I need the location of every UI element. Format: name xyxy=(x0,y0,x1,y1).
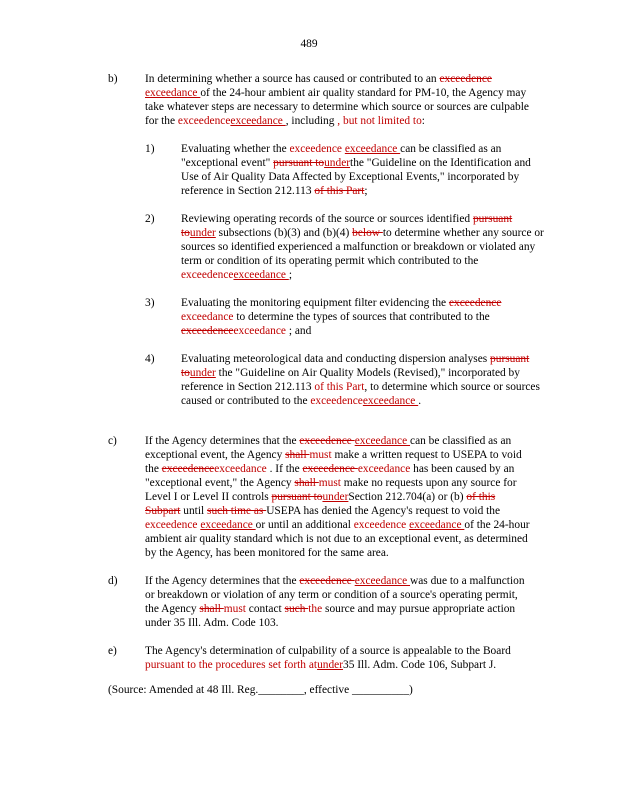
deleted-text: shall xyxy=(199,603,224,615)
deleted-text: exceedence xyxy=(181,325,234,337)
text-run: until xyxy=(180,505,208,517)
text-run: . xyxy=(418,395,422,407)
text-run: of the 24-hour ambient air quality standard which is not due to an exceptional event, as determined by the Agency, has been monitored for the same area. xyxy=(145,519,530,559)
inserted-text: exceedance xyxy=(145,87,201,99)
inserted-text: exceedence xyxy=(145,519,201,531)
paragraph-b xyxy=(108,72,533,128)
page-number: 489 xyxy=(300,38,318,50)
paragraph-text xyxy=(145,574,533,630)
inserted-text: exceedence xyxy=(177,115,231,127)
deleted-text: exceedence xyxy=(299,575,355,587)
deleted-text: pursuant to xyxy=(273,157,325,169)
text-run: can be classified as an "exceptional event" xyxy=(181,143,502,169)
paragraph-label: c) xyxy=(108,435,117,447)
subparagraph-text xyxy=(181,352,545,408)
source-note: (Source: Amended at 48 Ill. Reg.________, effective __________) xyxy=(108,684,413,696)
paragraph-text xyxy=(145,644,533,672)
inserted-text: under xyxy=(322,491,349,503)
inserted-text: under xyxy=(317,659,344,671)
paragraph-text xyxy=(145,434,533,560)
deleted-text: of this Part xyxy=(314,185,365,197)
text-run: to determine the types of sources that contributed to the xyxy=(236,311,490,323)
inserted-text: must xyxy=(309,449,332,461)
inserted-text: must xyxy=(318,477,341,489)
inserted-text: exceedence xyxy=(181,269,234,281)
inserted-text: exceedance xyxy=(362,395,419,407)
inserted-text: exceedance xyxy=(344,143,401,155)
deleted-text: such time as xyxy=(207,505,267,517)
deleted-text: exceedence xyxy=(439,73,492,85)
text-run: : xyxy=(421,115,425,127)
text-run: , to determine which source or sources caused or contributed to the xyxy=(181,381,540,407)
text-run: Evaluating meteorological data and conducting dispersion analyses xyxy=(181,353,491,365)
text-run: The Agency's determination of culpability of a source is appealable to the Board xyxy=(145,645,511,657)
subparagraph-label: 3) xyxy=(145,297,155,309)
deleted-text: exceedence xyxy=(302,463,358,475)
text-run: the "Guideline on Air Quality Models (Revised)," incorporated by reference in Section 212.113 xyxy=(181,367,520,393)
subparagraph-b4 xyxy=(145,352,545,408)
text-run: 35 Ill. Adm. Code 106, Subpart J. xyxy=(343,659,497,671)
text-run: can be classified as an exceptional event, the Agency xyxy=(145,435,512,461)
inserted-text: exceedance xyxy=(357,463,414,475)
subparagraph-b2 xyxy=(145,212,545,282)
text-run: subsections (b)(3) and (b)(4) xyxy=(215,227,353,239)
subparagraph-text xyxy=(181,212,545,282)
subparagraph-label: 4) xyxy=(145,353,155,365)
text-run: In determining whether a source has caused or contributed to an xyxy=(145,73,440,85)
text-run: was due to a malfunction or breakdown or violation of any term or condition of a source's operating permit, the Agency xyxy=(145,575,525,615)
text-run: to determine whether any source or sources so identified experienced a malfunction or breakdown or violated any term or condition of its operating permit which contributed to the xyxy=(181,227,544,267)
deleted-text: of this Subpart xyxy=(145,491,496,517)
inserted-text: under xyxy=(324,157,351,169)
paragraph-d xyxy=(108,574,533,630)
subparagraph-text xyxy=(181,142,545,198)
inserted-text: exceedance xyxy=(233,325,289,337)
paragraph-e xyxy=(108,644,533,672)
inserted-text: exceedance xyxy=(230,115,286,127)
deleted-text: shall xyxy=(285,449,310,461)
inserted-text: exceedance xyxy=(354,575,411,587)
inserted-text: the xyxy=(308,603,323,615)
paragraph-text xyxy=(145,72,533,128)
inserted-text: exceedance xyxy=(409,519,465,531)
text-run: If the Agency determines that the xyxy=(145,435,300,447)
inserted-text: pursuant to the procedures set forth at xyxy=(145,659,318,671)
deleted-text: pursuant to xyxy=(181,353,530,379)
subparagraph-text xyxy=(181,296,545,338)
inserted-text: of this Part xyxy=(314,381,365,393)
inserted-text: must xyxy=(223,603,246,615)
inserted-text: exceedance xyxy=(200,519,256,531)
text-run: Section 212.704(a) or (b) xyxy=(348,491,467,503)
text-run: If the Agency determines that the xyxy=(145,575,300,587)
paragraph-label: e) xyxy=(108,645,117,657)
deleted-text: such xyxy=(284,603,309,615)
text-run: Reviewing operating records of the source or sources identified xyxy=(181,213,473,225)
inserted-text: exceedence xyxy=(310,395,363,407)
text-run: ; xyxy=(364,185,368,197)
deleted-text: pursuant to xyxy=(271,491,323,503)
text-run: Evaluating the monitoring equipment filter evidencing the xyxy=(181,297,449,309)
deleted-text: shall xyxy=(294,477,319,489)
subparagraph-label: 2) xyxy=(145,213,155,225)
text-run: source and may pursue appropriate action under 35 Ill. Adm. Code 103. xyxy=(145,603,516,629)
subparagraph-b1 xyxy=(145,142,545,198)
inserted-text: exceedance xyxy=(233,269,289,281)
text-run: has been caused by an "exceptional event," the Agency xyxy=(145,463,515,489)
text-run: contact xyxy=(245,603,285,615)
inserted-text: under xyxy=(189,227,216,239)
text-run: ; xyxy=(288,269,292,281)
inserted-text: , but not limited to xyxy=(337,115,422,127)
paragraph-label: b) xyxy=(108,73,118,85)
deleted-text: pursuant to xyxy=(181,213,513,239)
deleted-text: exceedence xyxy=(299,435,355,447)
inserted-text: under xyxy=(189,367,216,379)
subparagraph-b3 xyxy=(145,296,545,338)
inserted-text: exceedance xyxy=(354,435,411,447)
deleted-text: exceedence xyxy=(161,463,215,475)
text-run: or until an additional xyxy=(255,519,354,531)
text-run: Evaluating whether the xyxy=(181,143,290,155)
text-run: the "Guideline on the Identification and Use of Air Quality Data Affected by Exceptional Events," incorporated by reference in Section 212.113 xyxy=(181,157,531,197)
inserted-text: exceedance xyxy=(214,463,270,475)
text-run: . If the xyxy=(269,463,303,475)
text-run: ; and xyxy=(288,325,312,337)
text-run: , including xyxy=(285,115,338,127)
inserted-text: exceedence xyxy=(289,143,345,155)
text-run: make no requests upon any source for Level I or Level II controls xyxy=(145,477,517,503)
paragraph-c xyxy=(108,434,533,560)
subparagraph-label: 1) xyxy=(145,143,155,155)
deleted-text: below xyxy=(352,227,383,239)
text-run: USEPA has denied the Agency's request to void the xyxy=(266,505,501,517)
text-run: make a written request to USEPA to void the xyxy=(145,449,522,475)
deleted-text: exceedence xyxy=(448,297,502,309)
text-run: of the 24-hour ambient air quality standard for PM-10, the Agency may take whatever steps are necessary to determine which source or sources are culpable for the xyxy=(145,87,529,127)
inserted-text: exceedence xyxy=(353,519,410,531)
paragraph-label: d) xyxy=(108,575,118,587)
inserted-text: exceedance xyxy=(181,311,237,323)
